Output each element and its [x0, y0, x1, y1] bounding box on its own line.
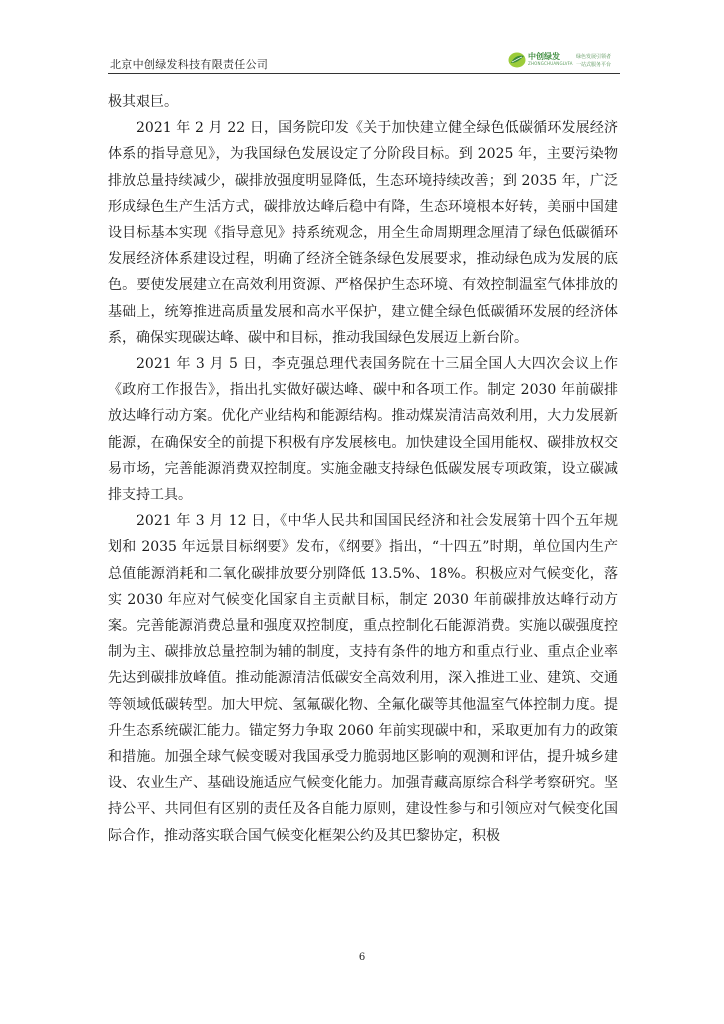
- page-number: 6: [358, 952, 366, 963]
- logo-slogan-1: 绿色发展引领者: [576, 54, 612, 60]
- document-body: [108, 89, 618, 849]
- header-company-name: 北京中创绿发科技有限责任公司: [110, 58, 269, 71]
- logo-slogan-2: 一站式服务平台: [576, 62, 612, 68]
- paragraph-continuation: 极其艰巨。: [108, 94, 178, 110]
- page-header: [108, 50, 620, 72]
- company-logo: [508, 50, 620, 70]
- logo-name: 中创绿发: [528, 52, 560, 61]
- header-divider: [108, 73, 620, 74]
- paragraph-guidance-opinion: 2021 年 2 月 22 日，国务院印发《关于加快建立健全绿色低碳循环发展经济体系的指导意见》，为我国绿色发展设定了分阶段目标。到 2025 年，主要污染物排放总量持续减少，碳排放强度明显降低，生态环境持续改善；到 2035 年，广泛形成绿色生产生活方式，碳排放达峰后稳中有降，生态环境根本好转，美丽中国建设目标基本实现《指导意见》持系统观念，用全生命周期理念厘清了绿色低碳循环发展经济体系建设过程，明确了经济全链条绿色发展要求，推动绿色成为发展的底色。要使发展建立在高效利用资源、严格保护生态环境、有效控制温室气体排放的基础上，统筹推进高质量发展和高水平保护，建立健全绿色低碳循环发展的经济体系，确保实现碳达峰、碳中和目标，推动我国绿色发展迈上新台阶。: [108, 120, 618, 346]
- paragraph-government-report: 2021 年 3 月 5 日，李克强总理代表国务院在十三届全国人大四次会议上作《政府工作报告》，指出扎实做好碳达峰、碳中和各项工作。制定 2030 年前碳排放达峰行动方案。优化产业结构和能源结构。推动煤炭清洁高效利用，大力发展新能源，在确保安全的前提下积极有序发展核电。加快建设全国用能权、碳排放权交易市场，完善能源消费双控制度。实施金融支持绿色低碳发展专项政策，设立碳减排支持工具。: [108, 356, 618, 504]
- paragraph-five-year-plan: 2021 年 3 月 12 日，《中华人民共和国国民经济和社会发展第十四个五年规划和 2035 年远景目标纲要》发布，《纲要》指出，“十四五”时期，单位国内生产总值能源消耗和二氧化碳排放要分别降低 13.5%、18%。积极应对气候变化，落实 2030 年应对气候变化国家自主贡献目标，制定 2030 年前碳排放达峰行动方案。完善能源消费总量和强度双控制度，重点控制化石能源消费。实施以碳强度控制为主、碳排放总量控制为辅的制度，支持有条件的地方和重点行业、重点企业率先达到碳排放峰值。推动能源清洁低碳安全高效利用，深入推进工业、建筑、交通等领域低碳转型。加大甲烷、氢氟碳化物、全氟化碳等其他温室气体控制力度。提升生态系统碳汇能力。锚定努力争取 2060 年前实现碳中和，采取更加有力的政策和措施。加强全球气候变暖对我国承受力脆弱地区影响的观测和评估，提升城乡建设、农业生产、基础设施适应气候变化能力。加强青藏高原综合科学考察研究。坚持公平、共同但有区别的责任及各自能力原则，建设性参与和引领应对气候变化国际合作，推动落实联合国气候变化框架公约及其巴黎协定，积极: [108, 513, 618, 844]
- logo-name-en: ZHONGCHUANGLVFA: [528, 61, 573, 66]
- leaf-logo-icon: [508, 52, 526, 68]
